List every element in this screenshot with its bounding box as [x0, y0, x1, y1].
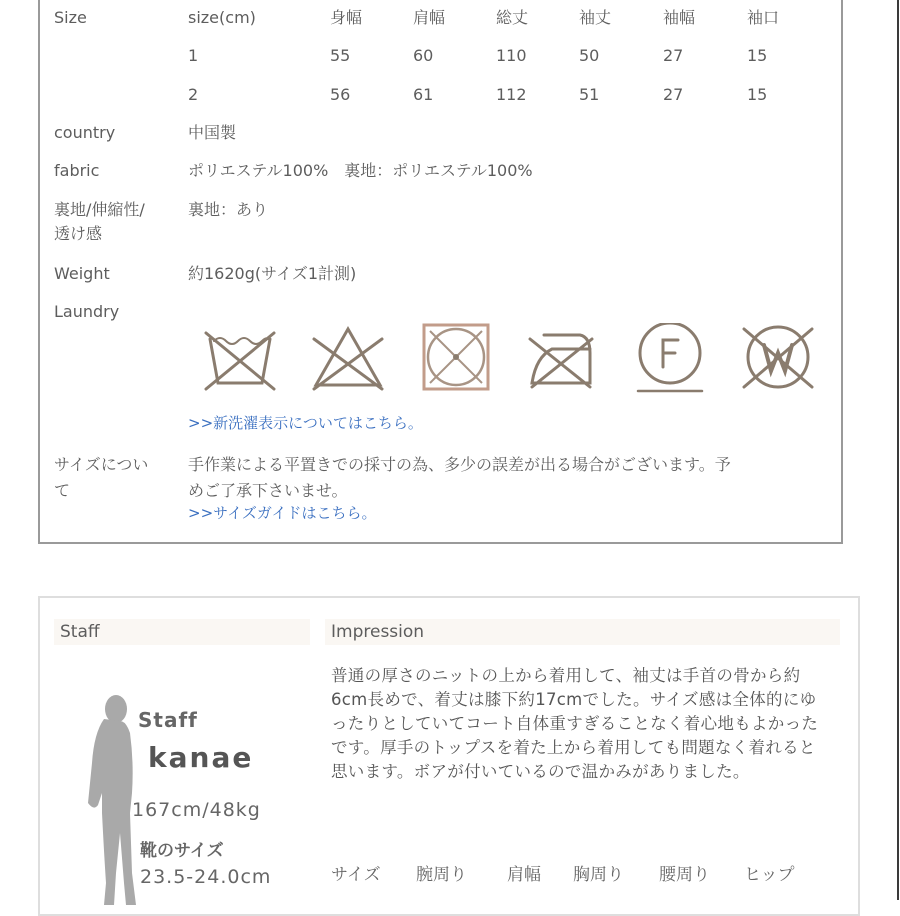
size-table-header: 総丈 [496, 8, 529, 27]
size-note-line2: めご了承下さいませ。 [188, 481, 348, 500]
weight-value: 約1620g(サイズ1計測) [188, 264, 357, 283]
size-table-cell: 56 [330, 85, 351, 104]
measure-col-header: 腰周り [659, 865, 710, 885]
size-note-label-line2: て [54, 481, 71, 500]
measure-col-header: ヒップ [744, 865, 795, 885]
weight-label: Weight [54, 264, 110, 283]
country-label: country [54, 123, 116, 142]
laundry-label: Laundry [54, 302, 120, 321]
lining-label-line1: 裏地/伸縮性/ [54, 200, 145, 219]
measure-col-header: サイズ [331, 865, 381, 885]
size-table-header: size(cm) [188, 8, 256, 27]
size-note-line1: 手作業による平置きでの採寸の為、多少の誤差が出る場合がございます。予 [188, 455, 731, 474]
size-table-header: 身幅 [330, 8, 363, 27]
no-tumble-dry-icon [416, 323, 496, 393]
impression-text: 普通の厚さのニットの上から着用して、袖丈は手首の骨から約6cm長めで、着丈は膝下約17cmでした。サイズ感は全体的にゆったりとしていてコート自体重すぎることなく着心地もよかったです。厚手のトップスを着た上から着用しても問題なく着れると思います。ボアが付いているので温かみがありました。 [331, 666, 819, 781]
lining-label-line2: 透け感 [54, 224, 103, 243]
size-table-cell: 110 [496, 46, 527, 65]
size-table-header: 袖丈 [579, 8, 612, 27]
impression-header: Impression [325, 619, 840, 645]
staff-shoe-size-label: 靴のサイズ [140, 841, 224, 861]
no-wash-icon [200, 323, 280, 393]
staff-height-weight: 167cm/48kg [132, 799, 261, 821]
size-guide-link[interactable]: >>サイズガイドはこちら。 [188, 504, 377, 522]
size-note-text [188, 452, 848, 504]
size-table-cell: 27 [663, 85, 684, 104]
size-table-cell: 61 [413, 85, 434, 104]
size-note-label [54, 452, 148, 504]
staff-silhouette-icon [80, 693, 140, 908]
no-wet-clean-icon [738, 323, 818, 393]
no-iron-icon [522, 323, 602, 393]
size-table-header: 袖幅 [663, 8, 696, 27]
country-value: 中国製 [188, 123, 237, 142]
size-table-header: 袖口 [747, 8, 780, 27]
size-table-cell: 60 [413, 46, 434, 65]
staff-shoe-size-value: 23.5-24.0cm [140, 866, 272, 888]
size-table-cell: 50 [579, 46, 600, 65]
fabric-label: fabric [54, 161, 100, 180]
laundry-info-link[interactable]: >>新洗濯表示についてはこちら。 [188, 414, 423, 432]
size-table-cell: 1 [188, 46, 199, 65]
lining-value: 裏地：あり [188, 200, 269, 219]
staff-name: kanae [148, 741, 254, 774]
size-table-header: 肩幅 [413, 8, 446, 27]
no-bleach-icon [308, 323, 388, 393]
size-table-cell: 112 [496, 85, 527, 104]
size-table-cell: 2 [188, 85, 199, 104]
size-table-cell: 51 [579, 85, 600, 104]
product-spec-panel [38, 0, 843, 544]
laundry-icons [200, 323, 850, 393]
staff-impression-panel [38, 596, 860, 916]
measure-col-header: 腕周り [416, 865, 467, 885]
size-table-cell: 15 [747, 85, 768, 104]
size-note-label-line1: サイズについ [54, 455, 149, 474]
dry-clean-f-icon [630, 323, 710, 393]
lining-label [54, 198, 145, 246]
measure-col-header: 胸周り [573, 865, 624, 885]
size-table-cell: 27 [663, 46, 684, 65]
fabric-value: ポリエステル100% 裏地：ポリエステル100% [188, 161, 533, 180]
right-edge-divider [897, 0, 899, 900]
staff-role: Staff [138, 708, 198, 732]
size-table-cell: 55 [330, 46, 351, 65]
measure-col-header: 肩幅 [507, 865, 541, 885]
size-label: Size [54, 8, 87, 27]
staff-header: Staff [54, 619, 310, 645]
size-table-cell: 15 [747, 46, 768, 65]
